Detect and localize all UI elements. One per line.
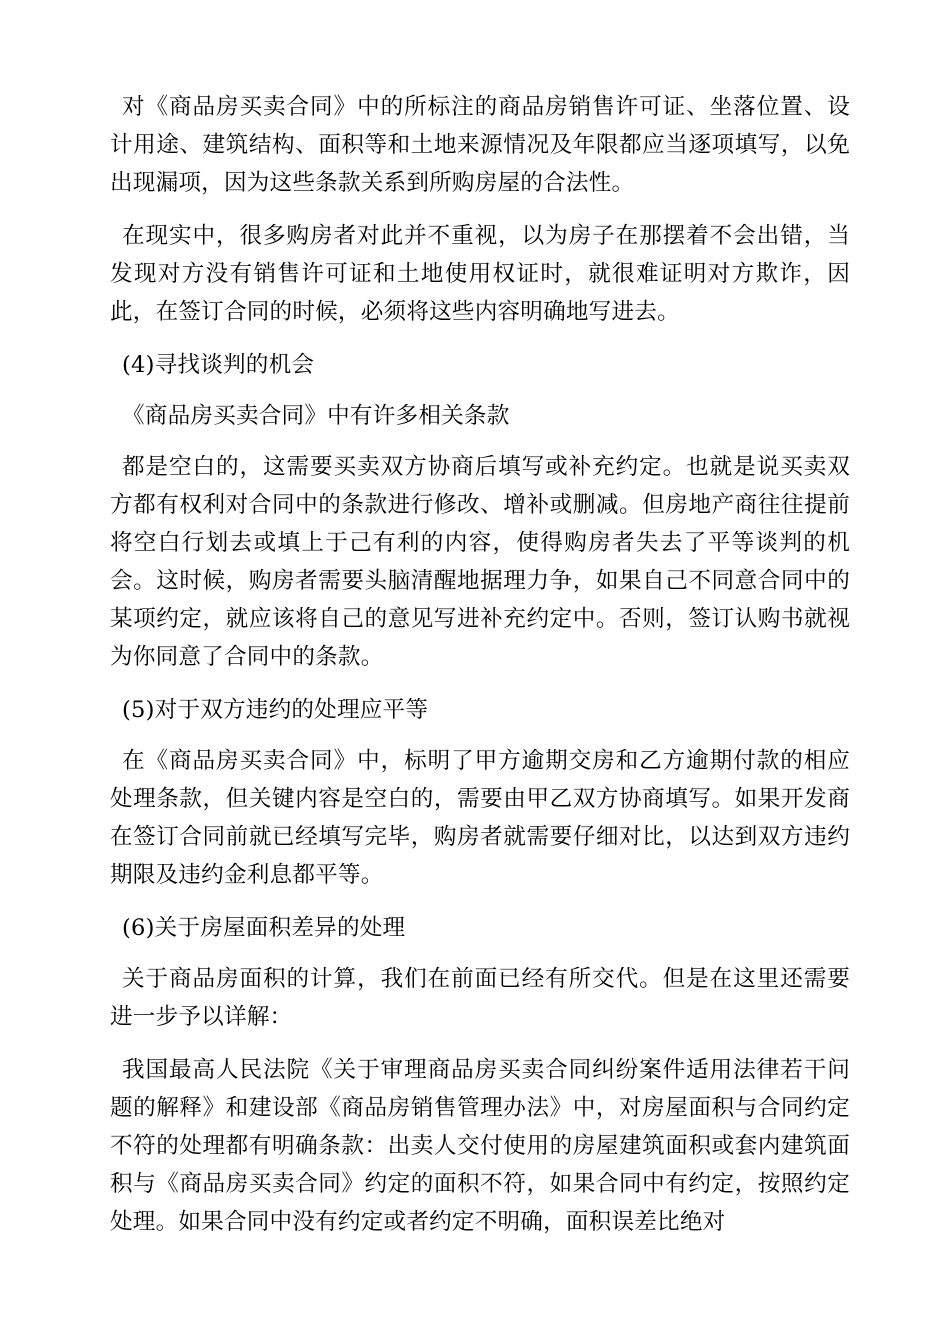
document-page xyxy=(110,88,850,1256)
paragraph-area-calculation: 关于商品房面积的计算，我们在前面已经有所交代。但是在这里还需要进一步予以详解： xyxy=(110,966,850,1030)
paragraph-contract-fields: 对《商品房买卖合同》中的所标注的商品房销售许可证、坐落位置、设计用途、建筑结构、面积等和土地来源情况及年限都应当逐项填写，以免出现漏项，因为这些条款关系到所购房屋的合法性。 xyxy=(110,94,850,196)
paragraph-breach-terms: 在《商品房买卖合同》中，标明了甲方逾期交房和乙方逾期付款的相应处理条款，但关键内容是空白的，需要由甲乙双方协商填写。如果开发商在签订合同前就已经填写完毕，购房者就需要仔细对比，以达到双方违约期限及违约金利息都平等。 xyxy=(110,748,850,888)
paragraph-clauses-intro: 《商品房买卖合同》中有许多相关条款 xyxy=(122,403,510,429)
section-heading-4: (4)寻找谈判的机会 xyxy=(122,352,315,378)
paragraph-reality-warning: 在现实中，很多购房者对此并不重视，以为房子在那摆着不会出错，当发现对方没有销售许可证和土地使用权证时，就很难证明对方欺诈，因此，在签订合同的时候，必须将这些内容明确地写进去。 xyxy=(110,223,850,325)
section-heading-6: (6)关于房屋面积差异的处理 xyxy=(122,915,406,941)
paragraph-blank-clauses: 都是空白的，这需要买卖双方协商后填写或补充约定。也就是说买卖双方都有权利对合同中的条款进行修改、增补或删减。但房地产商往往提前将空白行划去或填上于己有利的内容，使得购房者失去了平等谈判的机会。这时候，购房者需要头脑清醒地据理力争，如果自己不同意合同中的某项约定，就应该将自己的意见写进补充约定中。否则，签订认购书就视为你同意了合同中的条款。 xyxy=(110,454,850,670)
section-heading-5: (5)对于双方违约的处理应平等 xyxy=(122,697,429,723)
paragraph-area-regulations: 我国最高人民法院《关于审理商品房买卖合同纠纷案件适用法律若干问题的解释》和建设部《商品房销售管理办法》中，对房屋面积与合同约定不符的处理都有明确条款：出卖人交付使用的房屋建筑面积或套内建筑面积与《商品房买卖合同》约定的面积不符，如果合同中有约定，按照约定处理。如果合同中没有约定或者约定不明确，面积误差比绝对 xyxy=(110,1057,850,1235)
